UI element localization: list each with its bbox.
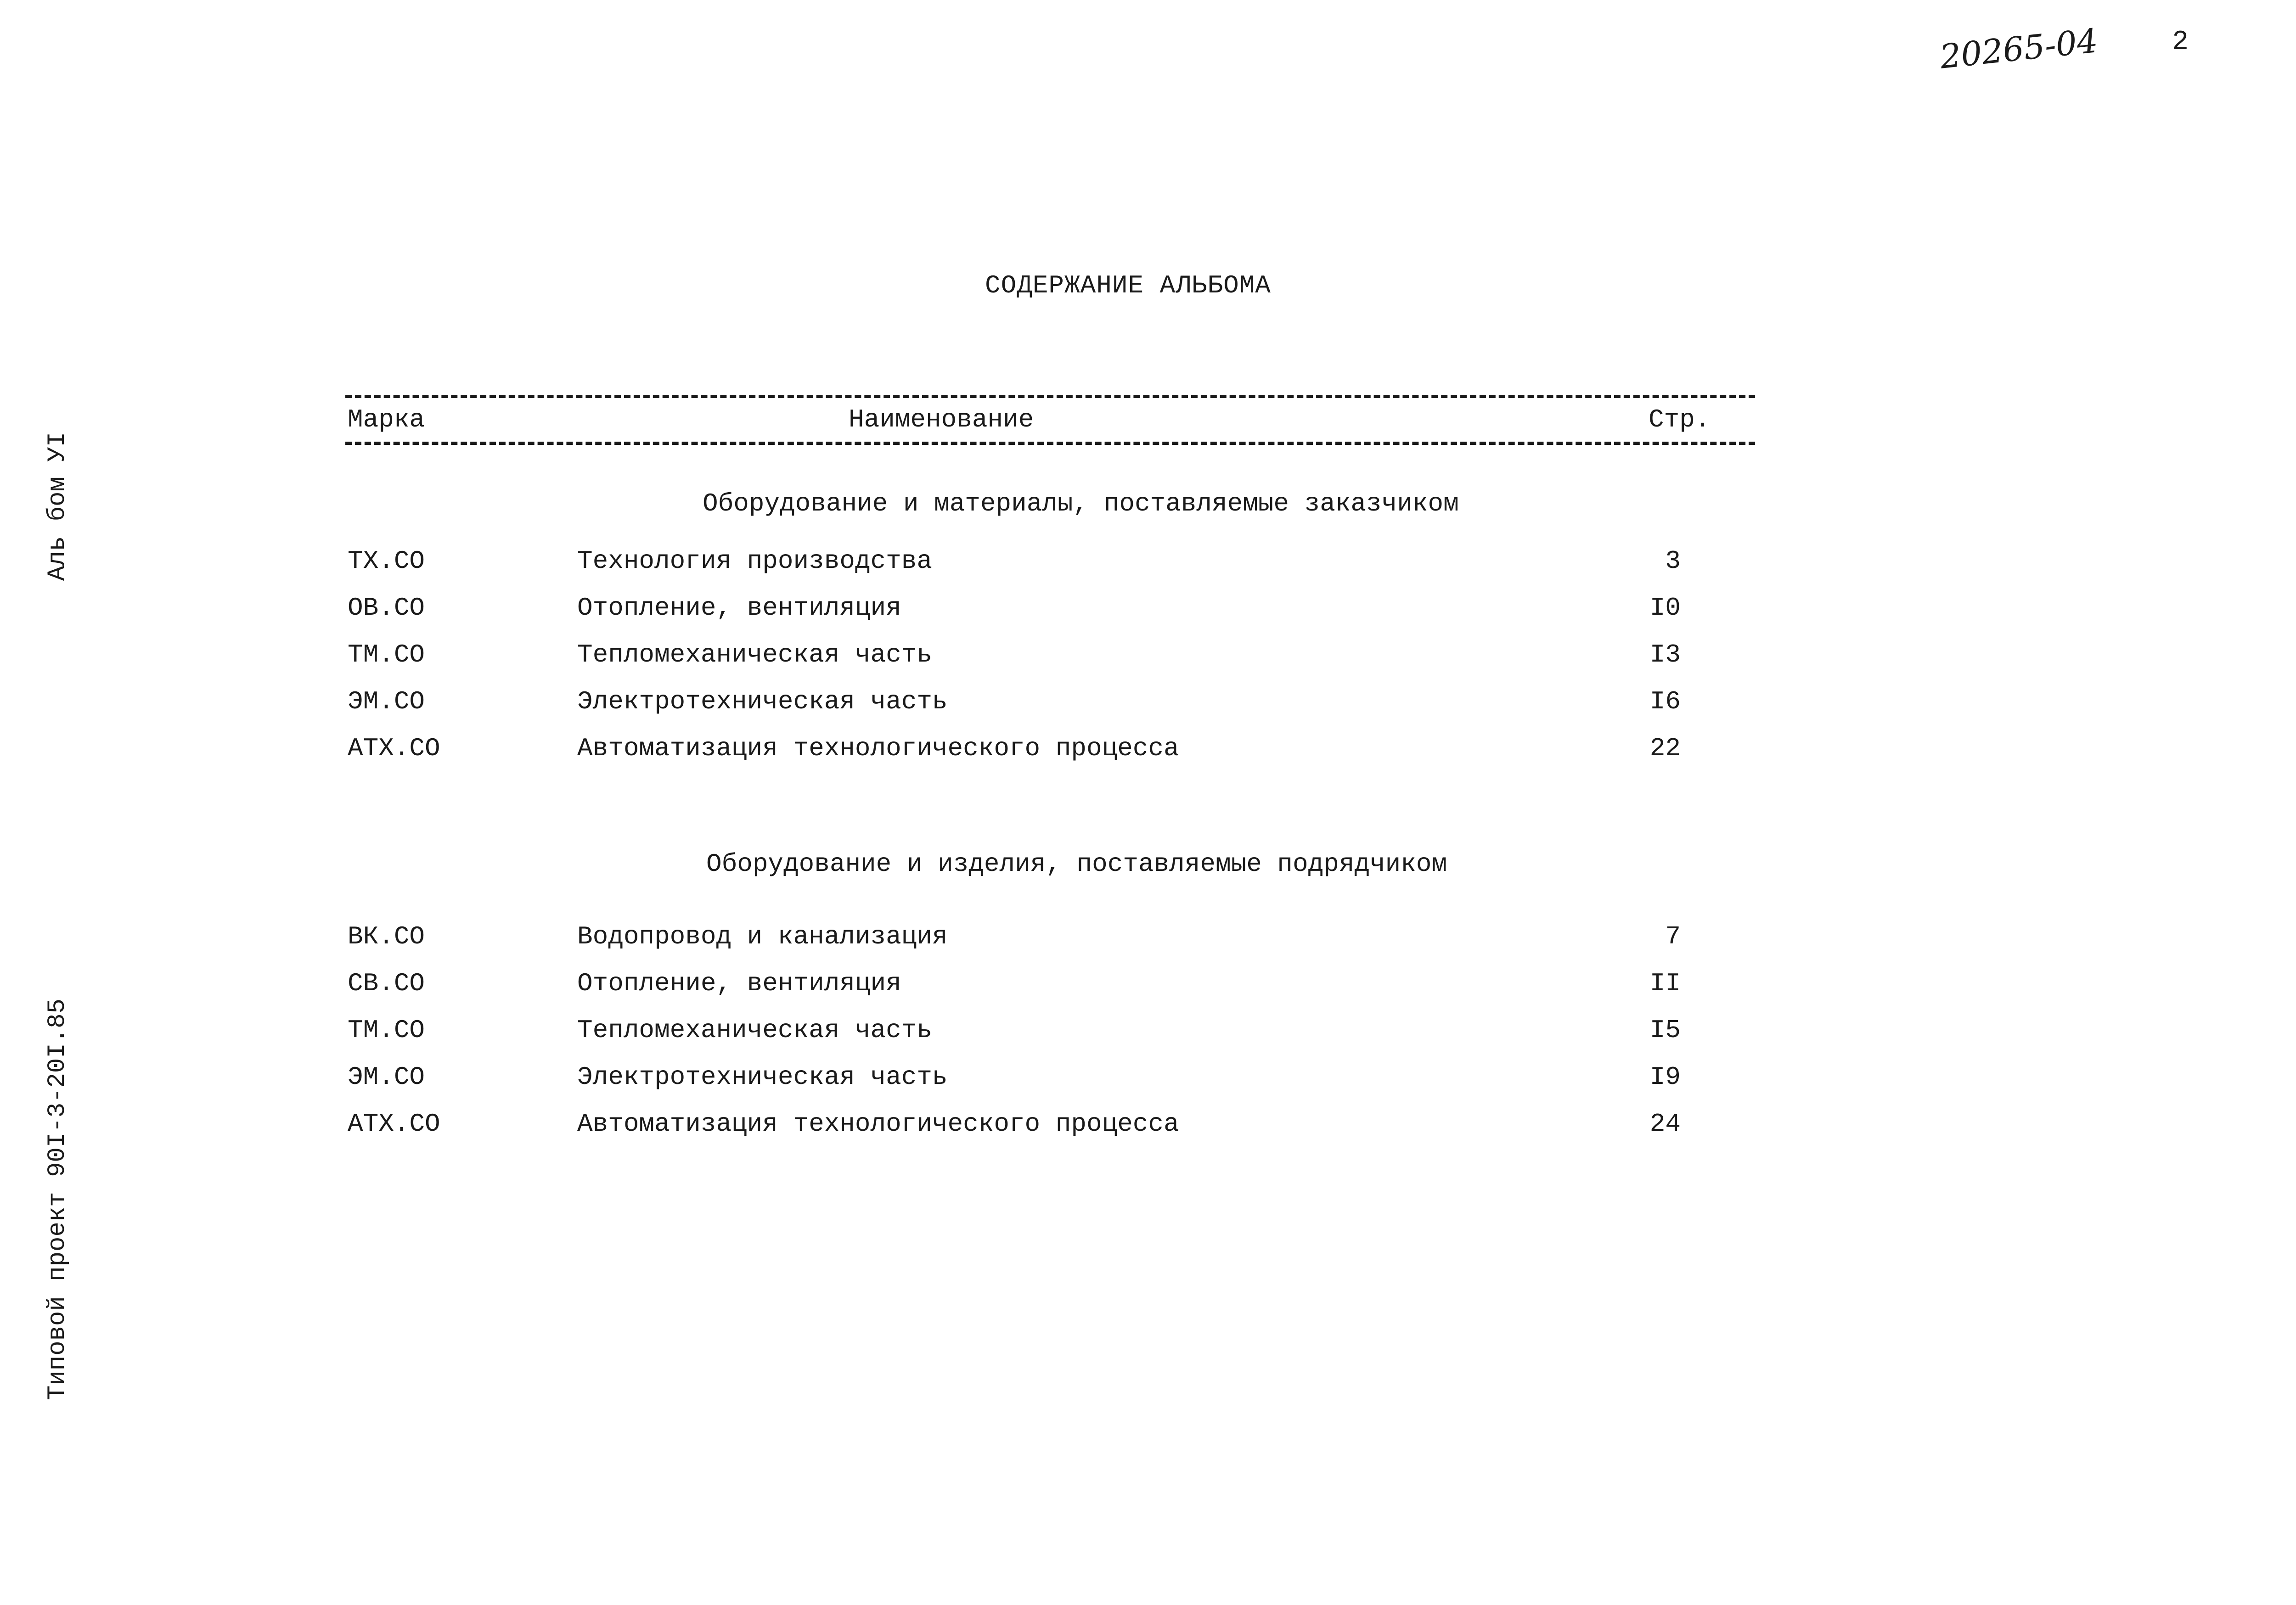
page-number: 2	[2172, 27, 2189, 58]
table-row	[0, 687, 2296, 719]
row-name: Автоматизация технологического процесса	[577, 1109, 1179, 1139]
page-title: СОДЕРЖАНИЕ АЛЬБОМА	[985, 271, 1271, 300]
document-code: 20265-04	[1938, 21, 2100, 76]
row-name: Тепломеханическая часть	[577, 640, 932, 669]
row-page: I3	[1649, 640, 1681, 669]
table-row	[0, 969, 2296, 1001]
row-mark: ЭМ.СО	[348, 1062, 425, 1092]
row-page: I5	[1649, 1016, 1681, 1045]
row-page: I9	[1649, 1062, 1681, 1092]
header-bottom-divider	[345, 442, 1755, 445]
row-mark: ВК.СО	[348, 922, 425, 951]
table-row	[0, 734, 2296, 766]
table-row	[0, 640, 2296, 672]
row-name: Отопление, вентиляция	[577, 969, 901, 998]
row-page: 7	[1665, 922, 1681, 951]
table-row	[0, 546, 2296, 578]
row-name: Отопление, вентиляция	[577, 593, 901, 623]
section-title-contractor: Оборудование и изделия, поставляемые подрядчиком	[706, 849, 1447, 879]
table-row	[0, 1016, 2296, 1048]
table-row	[0, 922, 2296, 954]
row-page: II	[1649, 969, 1681, 998]
row-mark: ЭМ.СО	[348, 687, 425, 716]
row-mark: ТМ.СО	[348, 1016, 425, 1045]
row-mark: ТМ.СО	[348, 640, 425, 669]
row-page: 3	[1665, 546, 1681, 576]
row-name: Тепломеханическая часть	[577, 1016, 932, 1045]
album-side-label: Аль бом УI	[44, 432, 72, 581]
row-name: Водопровод и канализация	[577, 922, 948, 951]
row-page: 22	[1649, 734, 1681, 763]
row-page: I6	[1649, 687, 1681, 716]
column-header-mark: Марка	[348, 405, 425, 434]
row-mark: АТХ.СО	[348, 1109, 440, 1139]
row-mark: СВ.СО	[348, 969, 425, 998]
row-page: I0	[1649, 593, 1681, 623]
table-row	[0, 1109, 2296, 1141]
row-mark: ОВ.СО	[348, 593, 425, 623]
table-row	[0, 1062, 2296, 1094]
row-mark: АТХ.СО	[348, 734, 440, 763]
column-header-name: Наименование	[849, 405, 1034, 434]
table-row	[0, 593, 2296, 625]
project-side-label: Типовой проект 90I-3-20I.85	[44, 999, 72, 1400]
row-name: Автоматизация технологического процесса	[577, 734, 1179, 763]
header-top-divider	[345, 395, 1755, 398]
row-mark: ТХ.СО	[348, 546, 425, 576]
row-page: 24	[1649, 1109, 1681, 1139]
row-name: Электротехническая часть	[577, 687, 948, 716]
row-name: Технология производства	[577, 546, 932, 576]
column-header-page: Стр.	[1649, 405, 1711, 434]
row-name: Электротехническая часть	[577, 1062, 948, 1092]
section-title-customer: Оборудование и материалы, поставляемые заказчиком	[703, 489, 1459, 518]
